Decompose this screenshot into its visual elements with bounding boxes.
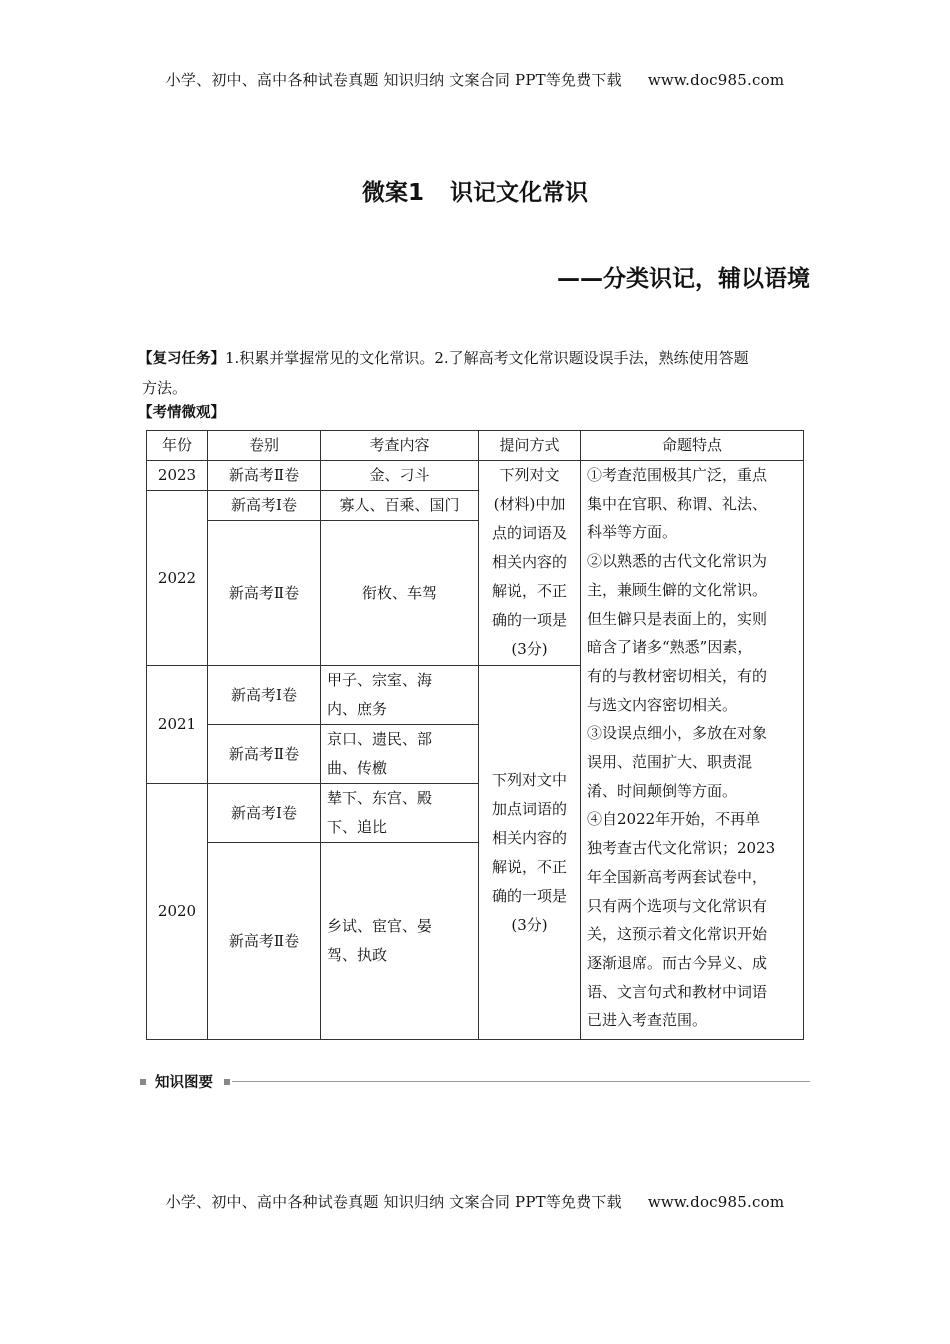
- content-cell: 乡试、宦官、晏 驾、执政: [321, 843, 479, 1040]
- question-cell: 下列对文中 加点词语的 相关内容的 解说，不正 确的一项是 (3分): [479, 666, 581, 1040]
- page-subtitle: ——分类识记，辅以语境: [557, 266, 810, 292]
- divider-line: [232, 1081, 810, 1082]
- paper-cell: 新高考Ⅱ卷: [208, 725, 321, 784]
- knowledge-map-section: [140, 1071, 810, 1093]
- page-footer: [0, 1191, 950, 1212]
- paper-cell: 新高考Ⅱ卷: [208, 461, 321, 491]
- review-task: [138, 344, 814, 403]
- header-question: 提问方式: [479, 431, 581, 461]
- content-cell: 辇下、东宫、殿 下、追比: [321, 784, 479, 843]
- year-cell: 2022: [147, 491, 208, 666]
- exam-situation-table: [146, 430, 804, 1040]
- year-cell: 2020: [147, 784, 208, 1040]
- header-year: 年份: [147, 431, 208, 461]
- footer-text: 小学、初中、高中各种试卷真题 知识归纳 文案合同 PPT等免费下载: [165, 1193, 622, 1211]
- paper-cell: 新高考Ⅰ卷: [208, 666, 321, 725]
- paper-cell: 新高考Ⅱ卷: [208, 521, 321, 666]
- header-content: 考查内容: [321, 431, 479, 461]
- features-cell: ①考查范围极其广泛，重点 集中在官职、称谓、礼法、 科举等方面。 ②以熟悉的古代文化常识为 主，兼顾生僻的文化常识。 但生僻只是表面上的，实则 暗含了诸多“熟悉”因素， 有的与教材密切相关，有的 与选文内容密切相关。 ③设误点细小，多放在对象 误用、范围扩大、职责混 淆、时间颠倒等方面。 ④自2022年开始，不再单 独考查古代文化常识；2023 年全国新高考两套试卷中， 只有两个选项与文化常识有 关，这预示着文化常识开始 逐渐退席。而古今异义、成 语、文言句式和教材中词语 已进入考查范围。: [581, 461, 804, 1040]
- title-number: 微案1: [361, 180, 424, 206]
- paper-cell: 新高考Ⅰ卷: [208, 784, 321, 843]
- review-task-label: 【复习任务】: [138, 351, 225, 367]
- year-cell: 2021: [147, 666, 208, 784]
- header-url: www.doc985.com: [647, 71, 785, 89]
- table-row: [147, 461, 804, 491]
- year-cell: 2023: [147, 461, 208, 491]
- knowledge-map-label: 知识图要: [155, 1075, 213, 1091]
- question-cell: 下列对文 (材料)中加 点的词语及 相关内容的 解说，不正 确的一项是 (3分): [479, 461, 581, 666]
- content-cell: 金、刁斗: [321, 461, 479, 491]
- table-header-row: [147, 431, 804, 461]
- header-text: 小学、初中、高中各种试卷真题 知识归纳 文案合同 PPT等免费下载: [165, 71, 622, 89]
- header-paper: 卷别: [208, 431, 321, 461]
- review-task-line-1: 1.积累并掌握常见的文化常识。2.了解高考文化常识题设误手法，熟练使用答题: [225, 349, 749, 367]
- header-features: 命题特点: [581, 431, 804, 461]
- footer-url: www.doc985.com: [647, 1193, 785, 1211]
- content-cell: 衔枚、车驾: [321, 521, 479, 666]
- content-cell: 京口、遗民、部 曲、传檄: [321, 725, 479, 784]
- paper-cell: 新高考Ⅱ卷: [208, 843, 321, 1040]
- square-bullet-icon: [140, 1079, 146, 1085]
- square-bullet-icon: [224, 1079, 230, 1085]
- content-cell: 甲子、宗室、海 内、庶务: [321, 666, 479, 725]
- exam-situation-label: 【考情微观】: [138, 405, 225, 421]
- paper-cell: 新高考Ⅰ卷: [208, 491, 321, 521]
- page-title: [0, 174, 950, 207]
- title-text: 识记文化常识: [450, 180, 588, 206]
- content-cell: 寡人、百乘、国门: [321, 491, 479, 521]
- page-header: [0, 69, 950, 90]
- review-task-line-2: 方法。: [142, 379, 188, 397]
